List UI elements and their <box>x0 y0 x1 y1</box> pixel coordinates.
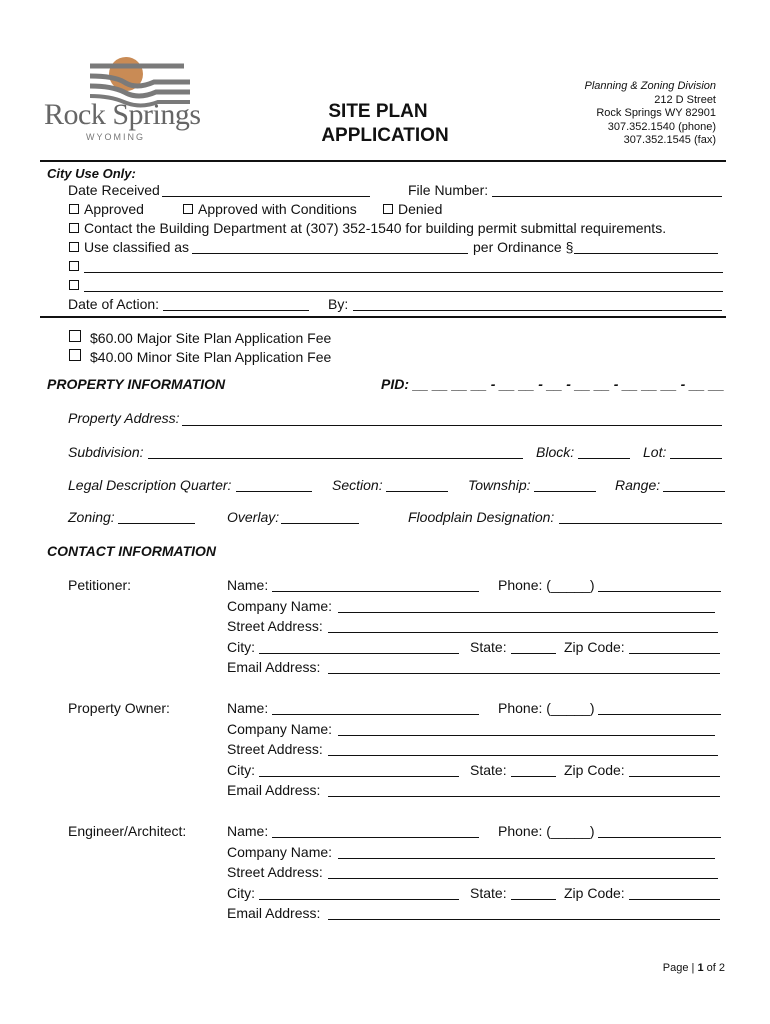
engineer-city-field[interactable] <box>259 899 459 900</box>
approved-conditions-label: Approved with Conditions <box>198 201 357 217</box>
other-field-2[interactable] <box>84 291 723 292</box>
owner-company-label: Company Name: <box>227 721 333 737</box>
zoning-label: Zoning: <box>68 509 115 525</box>
owner-state-field[interactable] <box>511 776 556 777</box>
engineer-role-label: Engineer/Architect: <box>68 823 187 839</box>
minor-fee-label: $40.00 Minor Site Plan Application Fee <box>90 349 332 365</box>
owner-email-label: Email Address: <box>227 782 321 798</box>
by-field[interactable] <box>353 310 722 311</box>
approved-label: Approved <box>84 201 144 217</box>
engineer-email-field[interactable] <box>328 919 720 920</box>
contact-block-engineer <box>0 823 770 923</box>
petitioner-phone-label: Phone: (_____) <box>498 577 595 593</box>
owner-company-field[interactable] <box>338 735 715 736</box>
engineer-phone-field[interactable] <box>598 837 721 838</box>
petitioner-state-field[interactable] <box>511 653 556 654</box>
logo-subtext: WYOMING <box>86 132 145 142</box>
owner-street-field[interactable] <box>328 755 718 756</box>
block-label: Block: <box>536 444 575 460</box>
division-fax: 307.352.1545 (fax) <box>623 134 716 146</box>
petitioner-city-label: City: <box>227 639 255 655</box>
owner-zip-field[interactable] <box>629 776 720 777</box>
other-checkbox-2[interactable] <box>69 280 79 290</box>
owner-phone-label: Phone: (_____) <box>498 700 595 716</box>
quarter-field[interactable] <box>236 491 312 492</box>
division-name: Planning & Zoning Division <box>584 80 716 92</box>
section-field[interactable] <box>386 491 448 492</box>
division-phone: 307.352.1540 (phone) <box>607 120 716 133</box>
petitioner-name-label: Name: <box>227 577 269 593</box>
minor-fee-checkbox[interactable] <box>69 349 81 361</box>
page-title-line1: SITE PLAN <box>328 101 428 122</box>
engineer-city-label: City: <box>227 885 255 901</box>
other-field-1[interactable] <box>84 272 723 273</box>
engineer-state-label: State: <box>470 885 507 901</box>
date-of-action-label: Date of Action: <box>68 296 160 312</box>
use-classified-checkbox[interactable] <box>69 242 79 252</box>
contact-building-checkbox[interactable] <box>69 223 79 233</box>
overlay-field[interactable] <box>281 523 359 524</box>
owner-email-field[interactable] <box>328 796 720 797</box>
engineer-phone-label: Phone: (_____) <box>498 823 595 839</box>
division-info <box>585 80 716 148</box>
legal-description-label: Legal Description Quarter: <box>68 477 232 493</box>
lot-field[interactable] <box>670 458 722 459</box>
township-field[interactable] <box>534 491 596 492</box>
per-ordinance-field[interactable] <box>574 253 718 254</box>
page-current: 1 <box>697 962 704 974</box>
page-of: of 2 <box>706 962 725 974</box>
contact-building-label: Contact the Building Department at (307) 352-1540 for building permit submittal requirements. <box>84 220 667 236</box>
petitioner-state-label: State: <box>470 639 507 655</box>
section-label: Section: <box>332 477 383 493</box>
engineer-zip-label: Zip Code: <box>564 885 625 901</box>
file-number-label: File Number: <box>408 182 489 198</box>
division-address2: Rock Springs WY 82901 <box>596 107 716 119</box>
township-label: Township: <box>468 477 531 493</box>
petitioner-company-label: Company Name: <box>227 598 333 614</box>
lot-label: Lot: <box>643 444 667 460</box>
petitioner-email-label: Email Address: <box>227 659 321 675</box>
engineer-name-label: Name: <box>227 823 269 839</box>
page-number <box>663 962 725 974</box>
petitioner-phone-field[interactable] <box>598 591 721 592</box>
petitioner-zip-label: Zip Code: <box>564 639 625 655</box>
pid-field[interactable]: PID: __ __ __ __ - __ __ - __ - __ __ - __ __ __ - __ __ <box>381 376 725 392</box>
engineer-name-field[interactable] <box>272 837 479 838</box>
engineer-zip-field[interactable] <box>629 899 720 900</box>
contact-block-owner <box>0 700 770 800</box>
engineer-company-label: Company Name: <box>227 844 333 860</box>
subdivision-label: Subdivision: <box>68 444 144 460</box>
header-divider <box>40 160 726 162</box>
owner-phone-field[interactable] <box>598 714 721 715</box>
property-address-label: Property Address: <box>68 410 180 426</box>
owner-name-label: Name: <box>227 700 269 716</box>
range-label: Range: <box>615 477 661 493</box>
page-title-line2: APPLICATION <box>321 125 449 146</box>
denied-label: Denied <box>398 201 443 217</box>
overlay-label: Overlay: <box>227 509 280 525</box>
contact-heading: CONTACT INFORMATION <box>47 543 217 559</box>
subdivision-field[interactable] <box>148 458 523 459</box>
petitioner-email-field[interactable] <box>328 673 720 674</box>
contact-block-petitioner <box>0 577 770 677</box>
engineer-state-field[interactable] <box>511 899 556 900</box>
block-field[interactable] <box>578 458 630 459</box>
petitioner-street-label: Street Address: <box>227 618 323 634</box>
logo-text: Rock Springs <box>44 98 201 131</box>
date-received-field[interactable] <box>162 196 370 197</box>
petitioner-company-field[interactable] <box>338 612 715 613</box>
other-checkbox-1[interactable] <box>69 261 79 271</box>
page-label: Page | <box>662 962 695 974</box>
owner-city-field[interactable] <box>259 776 459 777</box>
zoning-field[interactable] <box>118 523 195 524</box>
owner-zip-label: Zip Code: <box>564 762 625 778</box>
city-use-heading: City Use Only: <box>47 166 136 181</box>
per-ordinance-label: per Ordinance § <box>473 239 574 255</box>
floodplain-field[interactable] <box>559 523 722 524</box>
major-fee-checkbox[interactable] <box>69 330 81 342</box>
property-heading: PROPERTY INFORMATION <box>47 376 226 392</box>
division-address1: 212 D Street <box>654 93 716 106</box>
date-received-label: Date Received <box>68 182 160 198</box>
approved-conditions-checkbox[interactable] <box>183 204 193 214</box>
petitioner-name-field[interactable] <box>272 591 479 592</box>
petitioner-street-field[interactable] <box>328 632 718 633</box>
owner-street-label: Street Address: <box>227 741 323 757</box>
use-classified-label: Use classified as <box>84 239 190 255</box>
owner-city-label: City: <box>227 762 255 778</box>
engineer-email-label: Email Address: <box>227 905 321 921</box>
property-address-field[interactable] <box>182 425 722 426</box>
file-number-field[interactable] <box>492 196 722 197</box>
range-field[interactable] <box>663 491 725 492</box>
owner-name-field[interactable] <box>272 714 479 715</box>
petitioner-role-label: Petitioner: <box>68 577 132 593</box>
logo <box>44 52 199 142</box>
engineer-street-field[interactable] <box>328 878 718 879</box>
floodplain-label: Floodplain Designation: <box>408 509 555 525</box>
petitioner-city-field[interactable] <box>259 653 459 654</box>
date-of-action-field[interactable] <box>163 310 309 311</box>
engineer-street-label: Street Address: <box>227 864 323 880</box>
city-use-divider <box>40 316 726 318</box>
major-fee-label: $60.00 Major Site Plan Application Fee <box>90 330 332 346</box>
denied-checkbox[interactable] <box>383 204 393 214</box>
use-classified-field[interactable] <box>192 253 468 254</box>
approved-checkbox[interactable] <box>69 204 79 214</box>
by-label: By: <box>328 296 349 312</box>
owner-role-label: Property Owner: <box>68 700 170 716</box>
engineer-company-field[interactable] <box>338 858 715 859</box>
owner-state-label: State: <box>470 762 507 778</box>
petitioner-zip-field[interactable] <box>629 653 720 654</box>
